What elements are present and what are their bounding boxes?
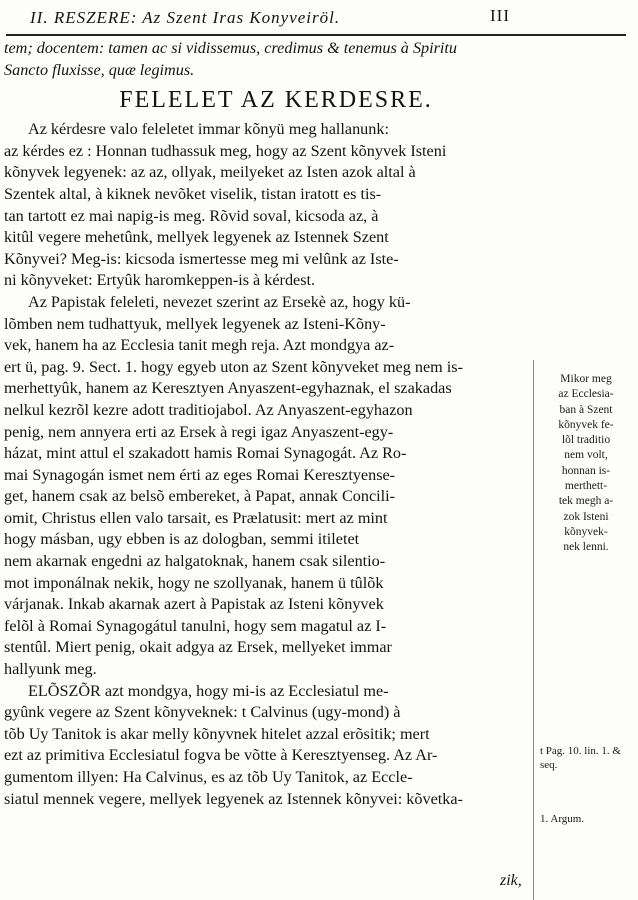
text-line: stentûl. Miert penig, okait adgya az Ersek, mellyeket immar [4,638,392,657]
margin-note-line: az Ecclesia- [558,388,614,401]
text-line: nem akarnak engedni az halgatoknak, hanem csak silentio- [4,552,386,571]
text-line: mot imponálnak nekik, hogy ne szollyanak, hanem ü tûlõk [4,573,384,592]
margin-reference: 1. Argum. [540,813,585,825]
text-line: tan tartott ez mai napig-is meg. Rõvid soval, kicsoda az, à [4,206,379,225]
margin-note-line: zok Isteni [563,510,609,523]
text-line: felõl à Romai Synagogátul tanulni, hogy sem magatul az I- [4,616,387,635]
text-line: omit, Christus ellen valo tarsait, es Prælatusit: mert az mint [4,508,388,527]
margin-note-line: kõnyvek fe- [558,418,614,431]
catchword: zik, [500,872,522,889]
margin-note-line: kõnyvek- [564,525,608,538]
text-line: kitûl vegere mehetûnk, mellyek legyenek az Istennek Szent [4,228,389,247]
text-line: gumentom illyen: Ha Calvinus, es az tõb Uy Tanitok, az Eccle- [4,768,413,786]
text-line: Az Papistak feleleti, nevezet szerint az Ersekè az, hogy kü- [28,292,411,311]
text-line: vek, hanem ha az Ecclesia tanit megh reja. Azt mondgya az- [4,336,395,355]
margin-note-line: ban à Szent [559,403,613,416]
text-line: nelkul kezrõl kezre adott traditiojabol. Az Anyaszent-egyhazon [4,400,413,419]
text-line: hogy másban, ugy ebben is az dologban, semmi itiletet [4,530,360,549]
text-line: siatul mennek vegere, mellyek legyenek az Istennek kõnyvei: kõvetka- [4,789,463,808]
text-line: mai Synagogán ismet nem érti az eges Romai Keresztyense- [4,465,396,484]
text-line: Kõnyvei? Meg-is: kicsoda ismertesse meg mi velûnk az Iste- [4,249,399,268]
text-line: penig, nem annyera erti az Ersek à regi igaz Anyaszent-egy- [4,422,394,441]
body-text [4,38,534,810]
text-line: ezt az primitiva Ecclesiatul fogva be võtte à Keresztyenseg. Az Ar- [4,746,438,765]
text-line: lõmben nem tudhattyuk, mellyek legyenek az Isteni-Kõny- [4,314,386,333]
text-line: várjanak. Inkab akarnak azert à Papistak az Isteni kõnyvek [4,595,384,614]
margin-note-line: nem volt, [564,449,608,462]
text-line: tem; docentem: tamen ac si vidissemus, credimus & tenemus à Spiritu [4,39,458,57]
header-rule [6,34,626,36]
margin-note-line: tek megh a- [558,495,614,508]
running-header [0,0,638,34]
margin-note-line: merthett- [564,480,608,493]
section-heading: FELELET AZ KERDESRE. [119,87,433,114]
page-number: III [490,6,510,25]
text-line: Sancto fluxisse, quæ legimus. [4,60,195,79]
running-title: II. RESZERE: Az Szent Iras Konyveiröl. [30,8,341,27]
text-line: ni kõnyveket: Ertyûk haromkeppen-is à kérdest. [4,271,316,290]
margin-note-line: Mikor meg [560,373,612,385]
margin-note-line: lõl traditio [561,434,611,447]
text-line: házat, mint attul el szakadott hamis Romai Synagogát. Az Ro- [4,444,407,463]
text-line: ELÕSZÕR azt mondgya, hogy mi-is az Ecclesiatul me- [28,681,389,700]
margin-note-line: nek lenni. [563,541,609,554]
text-line: get, hanem csak az belsõ embereket, à Papat, annak Concili- [4,487,396,506]
text-line: tõb Uy Tanitok is akar melly kõnyvnek hitelet azzal erõsitik; mert [4,724,430,743]
text-line: hallyunk meg. [4,660,97,679]
text-line: gyûnk vegere az Szent kõnyveknek: t Calvinus (ugy-mond) à [4,703,401,722]
text-line: Szentek altal, à kiknek nevõket viselik, tistan iratott es tis- [4,184,382,203]
text-line: ert ü, pag. 9. Sect. 1. hogy egyeb uton az Szent kõnyveket meg nem is- [4,357,463,376]
text-line: Az kérdesre valo feleletet immar kõnyü meg hallanunk: [28,120,389,139]
margin-note [540,372,632,556]
margin-reference: t Pag. 10. lin. 1. & seq. [540,745,621,771]
margin-note-line: honnan is- [561,464,611,477]
text-line: az kérdes ez : Honnan tudhassuk meg, hogy az Szent kõnyvek Isteni [4,141,447,160]
text-line: merhettyûk, hanem az Keresztyen Anyaszent-egyhaznak, el szakadas [4,379,452,398]
text-line: kõnyvek legyenek: az az, ollyak, meilyeket az Isten azok altal à [4,163,416,182]
